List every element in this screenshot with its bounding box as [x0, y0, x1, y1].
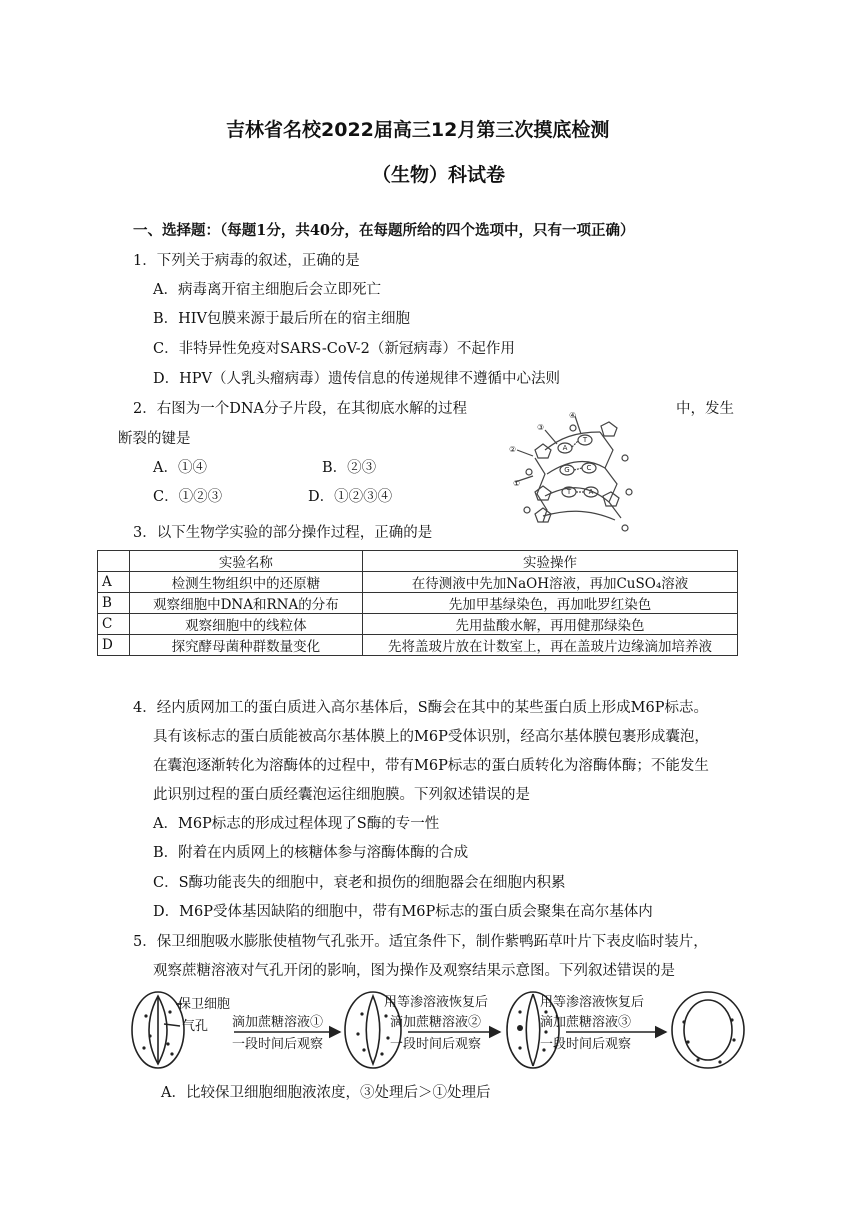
base-label: G [564, 466, 570, 474]
section-header: 一、选择题：（每题1分，共40分，在每题所给的四个选项中，只有一项正确） [133, 222, 635, 239]
step2-top-label: 滴加蔗糖溶液② [390, 1015, 482, 1030]
step3-top-label: 滴加蔗糖溶液③ [540, 1015, 632, 1030]
table-cell: 观察细胞中DNA和RNA的分布 [129, 593, 362, 614]
table-row [98, 593, 738, 614]
table-row [98, 572, 738, 593]
step2-bottom-label: 一段时间后观察 [390, 1037, 482, 1052]
table-cell: 实验操作 [363, 551, 738, 572]
q4-option-a: A．M6P标志的形成过程体现了S酶的专一性 [153, 816, 440, 832]
table-cell [98, 551, 130, 572]
table-cell: D [98, 635, 130, 656]
pore-label: 气孔 [182, 1019, 209, 1034]
q2-option-c: C．①②③ [153, 489, 223, 505]
step3-bottom-label: 一段时间后观察 [540, 1037, 632, 1052]
q4-line-3: 在囊泡逐渐转化为溶酶体的过程中，带有M6P标志的蛋白质转化为溶酶体酶；不能发生 [153, 758, 709, 774]
q2-stem-tail: 中，发生 [676, 401, 734, 417]
table-cell: 探究酵母菌种群数量变化 [129, 635, 362, 656]
base-label: A [588, 488, 594, 496]
step1-top-label: 滴加蔗糖溶液① [232, 1015, 324, 1030]
q4-line-4: 此识别过程的蛋白质经囊泡运往细胞膜。下列叙述错误的是 [153, 787, 530, 803]
experiment-table [97, 550, 738, 656]
table-cell: A [98, 572, 130, 593]
q1-option-a: A．病毒离开宿主细胞后会立即死亡 [153, 282, 381, 298]
base-label: A [562, 444, 568, 452]
page-title: 吉林省名校2022届高三12月第三次摸底检测 [226, 119, 610, 141]
table-cell: 先将盖玻片放在计数室上，再在盖玻片边缘滴加培养液 [363, 635, 738, 656]
q2-option-d: D．①②③④ [308, 489, 393, 505]
base-label: C [586, 464, 592, 472]
table-cell: 在待测液中先加NaOH溶液，再加CuSO₄溶液 [363, 572, 738, 593]
base-label: T [566, 488, 572, 496]
guard-cell-label: 保卫细胞 [178, 997, 231, 1012]
q4-line-2: 具有该标志的蛋白质能被高尔基体膜上的M6P受体识别，经高尔基体膜包裹形成囊泡， [153, 729, 709, 745]
table-cell: B [98, 593, 130, 614]
q4-option-c: C．S酶功能丧失的细胞中，衰老和损伤的细胞器会在细胞内积累 [153, 875, 566, 891]
q1-option-c: C．非特异性免疫对SARS-CoV-2（新冠病毒）不起作用 [153, 341, 515, 357]
step2-pre-label: 用等渗溶液恢复后 [384, 995, 489, 1010]
step1-bottom-label: 一段时间后观察 [232, 1037, 324, 1052]
q2-stem: 2．右图为一个DNA分子片段，在其彻底水解的过程 [133, 401, 468, 417]
q1-stem: 1．下列关于病毒的叙述，正确的是 [133, 253, 360, 269]
q3-stem: 3．以下生物学实验的部分操作过程，正确的是 [133, 525, 433, 541]
base-label: T [582, 436, 588, 444]
q2-option-b: B．②③ [322, 460, 377, 476]
bond-label: ③ [537, 423, 545, 432]
bond-label: ② [509, 445, 517, 454]
dna-fragment-figure [505, 410, 635, 532]
q4-option-b: B．附着在内质网上的核糖体参与溶酶体酶的合成 [153, 845, 469, 861]
table-cell: 实验名称 [129, 551, 362, 572]
table-cell: C [98, 614, 130, 635]
table-row [98, 614, 738, 635]
table-cell: 先加甲基绿染色，再加吡罗红染色 [363, 593, 738, 614]
q4-line-1: 4．经内质网加工的蛋白质进入高尔基体后，S酶会在其中的某些蛋白质上形成M6P标志。 [133, 700, 708, 716]
table-cell: 观察细胞中的线粒体 [129, 614, 362, 635]
q2-stem-cont: 断裂的键是 [118, 431, 191, 447]
table-header-row [98, 551, 738, 572]
table-row [98, 635, 738, 656]
table-cell: 先用盐酸水解，再用健那绿染色 [363, 614, 738, 635]
page-subtitle: （生物）科试卷 [372, 164, 506, 186]
q4-option-d: D．M6P受体基因缺陷的细胞中，带有M6P标志的蛋白质会聚集在高尔基体内 [153, 904, 653, 920]
bond-label: ① [513, 479, 521, 488]
q1-option-d: D．HPV（人乳头瘤病毒）遗传信息的传递规律不遵循中心法则 [153, 371, 560, 387]
q2-option-a: A．①④ [153, 460, 207, 476]
stomata-figure [128, 988, 748, 1072]
bond-label: ④ [569, 411, 577, 420]
q5-line-1: 5．保卫细胞吸水膨胀使植物气孔张开。适宜条件下，制作紫鸭跖草叶片下表皮临时装片， [133, 934, 708, 950]
table-cell: 检测生物组织中的还原糖 [129, 572, 362, 593]
q5-option-a: A．比较保卫细胞细胞液浓度，③处理后＞①处理后 [161, 1085, 491, 1101]
step3-pre-label: 用等渗溶液恢复后 [540, 995, 645, 1010]
q5-line-2: 观察蔗糖溶液对气孔开闭的影响，图为操作及观察结果示意图。下列叙述错误的是 [153, 963, 675, 979]
q1-option-b: B．HIV包膜来源于最后所在的宿主细胞 [153, 311, 410, 327]
